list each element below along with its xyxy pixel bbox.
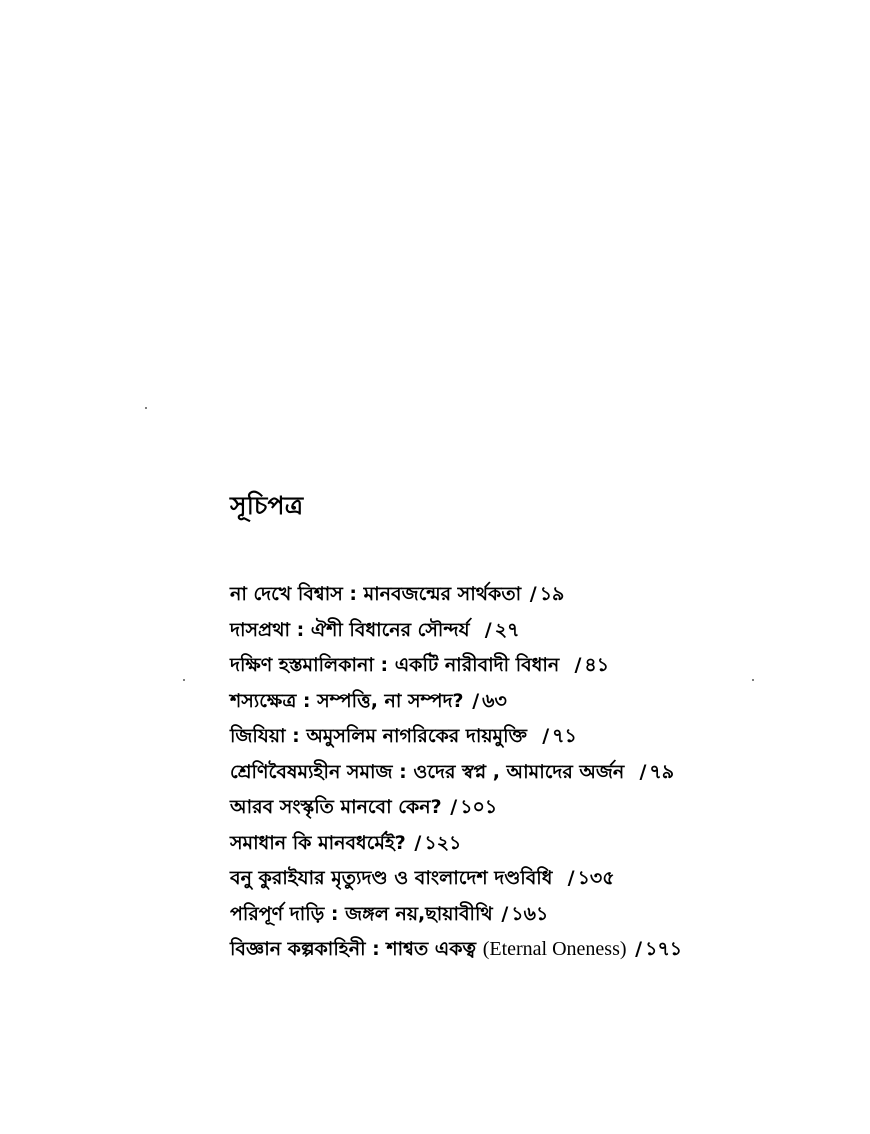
toc-separator: / [484,618,492,641]
toc-entry [230,826,682,862]
toc-entry-title: না দেখে বিশ্বাস : মানবজন্মের সার্থকতা [230,583,522,605]
toc-entry [230,790,682,826]
toc-entry-title: বিজ্ঞান কল্পকাহিনী : শাশ্বত একত্ব [230,938,477,960]
toc-entry [230,932,682,968]
toc-entry-title: বনু কুরাইযার মৃত্যুদণ্ড ও বাংলাদেশ দণ্ডবিধি [230,867,553,889]
toc-entry [230,648,682,684]
toc-separator: / [574,654,582,676]
toc-entry [230,684,682,720]
toc-entry [230,613,682,649]
toc-entry [230,861,682,897]
toc-separator: / [472,689,480,712]
scan-speck [752,679,754,681]
toc-separator: / [635,938,643,960]
toc-entry-title: পরিপূর্ণ দাড়ি : জঙ্গল নয়,ছায়াবীথি [230,902,493,925]
scan-speck [183,679,185,681]
toc-separator: / [529,583,537,605]
toc-separator: / [567,867,575,889]
toc-entry-title: জিযিয়া : অমুসলিম নাগরিকের দায়মুক্তি [230,725,527,747]
toc-page-number: ১৯ [539,583,565,605]
toc-entry [230,755,682,791]
toc-page-number: ১০১ [460,796,498,818]
toc-page-number: ৪১ [584,654,610,676]
toc-entry-title: আরব সংস্কৃতি মানবো কেন? [230,796,442,818]
toc-separator: / [414,831,422,854]
toc-page-number: ১৭১ [645,938,683,960]
contents-heading: সূচিপত্র [230,491,304,520]
toc-entry-title: দক্ষিণ হস্তমালিকানা : একটি নারীবাদী বিধান [230,654,560,676]
toc-page-number: ৬৩ [482,689,507,712]
toc-page-number: ৭১ [552,725,577,747]
toc-entry [230,897,682,933]
toc-entry-english-subtitle: (Eternal Oneness) [482,938,627,960]
table-of-contents [230,577,682,968]
toc-entry-title: সমাধান কি মানবধর্মেই? [230,831,406,854]
toc-page-number: ১৩৫ [577,867,615,889]
toc-separator: / [501,902,509,925]
toc-entry-title: শস্যক্ষেত্র : সম্পত্তি, না সম্পদ? [230,689,464,712]
toc-entry-title: দাসপ্রথা : ঐশী বিধানের সৌন্দর্য [230,618,470,641]
toc-page-number: ৭৯ [649,760,675,783]
toc-entry [230,719,682,755]
toc-entry [230,577,682,613]
toc-entry-title: শ্রেণিবৈষম্যহীন সমাজ : ওদের স্বপ্ন , আমাদের অর্জন [230,760,625,783]
toc-page-number: ১৬১ [511,902,549,925]
toc-page-number: ২৭ [494,618,520,641]
toc-separator: / [450,796,458,818]
toc-separator: / [639,760,647,783]
toc-page-number: ১২১ [424,831,462,854]
scan-speck [145,407,147,409]
toc-separator: / [542,725,550,747]
